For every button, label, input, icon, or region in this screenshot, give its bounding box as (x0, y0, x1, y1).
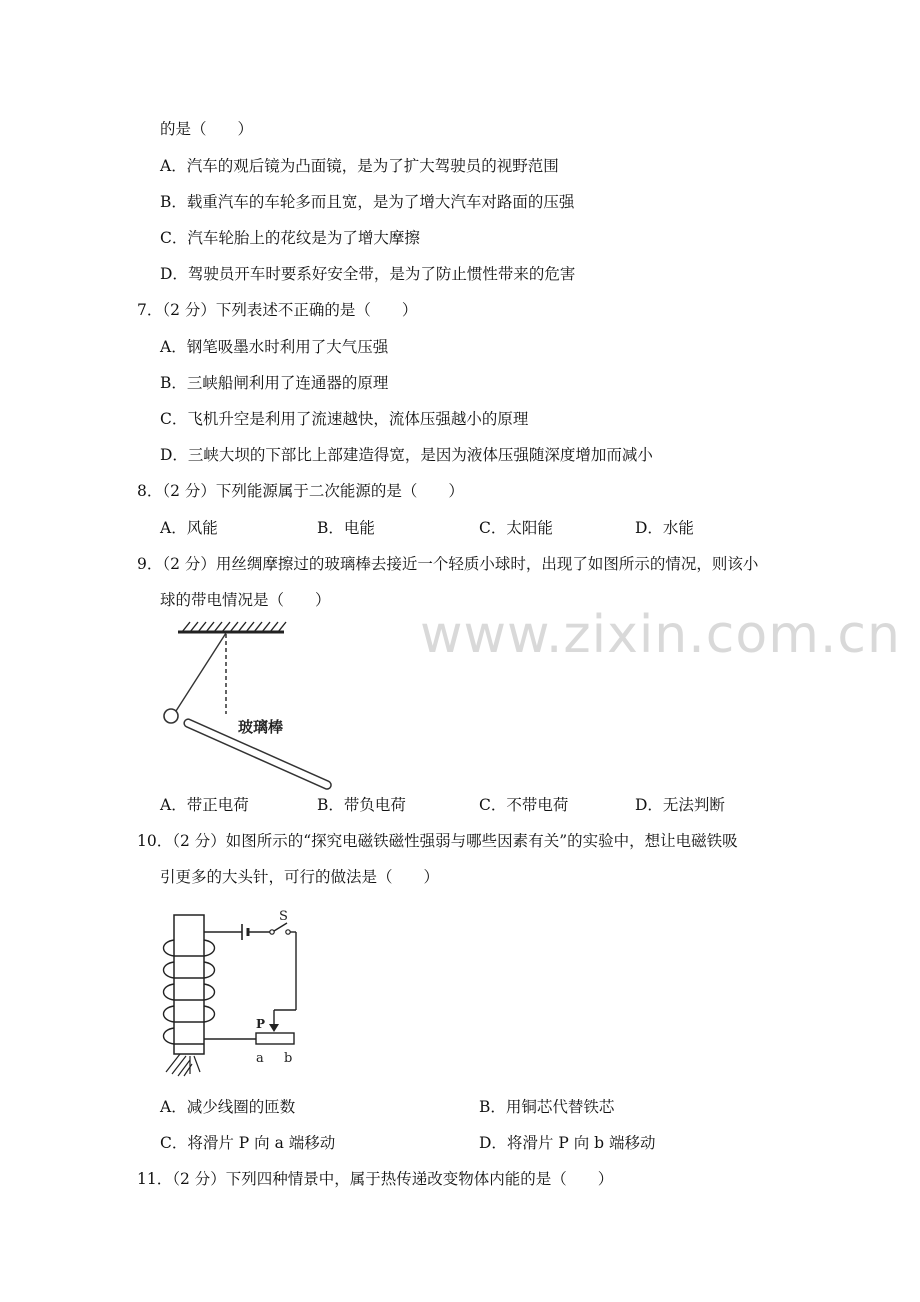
q7-option-b: B．三峡船闸利用了连通器的原理 (160, 374, 389, 392)
q9-figure-pendulum (160, 620, 330, 780)
q7-option-c: C．飞机升空是利用了流速越快，流体压强越小的原理 (160, 410, 529, 428)
q7-option-d: D．三峡大坝的下部比上部建造得宽，是因为液体压强随深度增加而减小 (160, 446, 653, 464)
q6-stem-tail: 的是（ ） (160, 120, 254, 138)
q9-option-d: D．无法判断 (635, 796, 725, 814)
q9-figure-label: 玻璃棒 (238, 718, 284, 736)
q11-stem: 11．（2 分）下列四种情景中，属于热传递改变物体内能的是（ ） (137, 1170, 614, 1188)
q8-option-c: C．太阳能 (479, 519, 553, 537)
q10-label-switch: S (279, 909, 288, 924)
q8-stem: 8．（2 分）下列能源属于二次能源的是（ ） (137, 482, 464, 500)
q10-label-slider: P (256, 1017, 266, 1031)
q10-stem-line2: 引更多的大头针，可行的做法是（ ） (160, 868, 440, 886)
q10-option-d: D．将滑片 P 向 b 端移动 (479, 1134, 656, 1152)
q7-stem: 7．（2 分）下列表述不正确的是（ ） (137, 301, 418, 319)
q6-option-d: D．驾驶员开车时要系好安全带，是为了防止惯性带来的危害 (160, 265, 576, 283)
q6-option-c: C．汽车轮胎上的花纹是为了增大摩擦 (160, 229, 420, 247)
q9-stem-line1: 9．（2 分）用丝绸摩擦过的玻璃棒去接近一个轻质小球时，出现了如图所示的情况，则该小 (137, 555, 759, 573)
watermark: www.zixin.com.cn (420, 605, 901, 665)
q10-figure-electromagnet-circuit (160, 900, 310, 1080)
q10-option-b: B．用铜芯代替铁芯 (479, 1098, 615, 1116)
q9-option-b: B．带负电荷 (317, 796, 406, 814)
q8-option-b: B．电能 (317, 519, 375, 537)
q10-option-a: A．减少线圈的匝数 (160, 1098, 296, 1116)
q9-option-c: C．不带电荷 (479, 796, 569, 814)
q8-option-d: D．水能 (635, 519, 694, 537)
q9-stem-line2: 球的带电情况是（ ） (160, 591, 331, 609)
q10-label-end-b: b (284, 1051, 293, 1066)
q10-label-end-a: a (256, 1051, 264, 1066)
q10-stem-line1: 10．（2 分）如图所示的“探究电磁铁磁性强弱与哪些因素有关”的实验中，想让电磁铁吸 (137, 832, 738, 850)
q6-option-b: B．载重汽车的车轮多而且宽，是为了增大汽车对路面的压强 (160, 193, 575, 211)
q7-option-a: A．钢笔吸墨水时利用了大气压强 (160, 338, 389, 356)
q8-option-a: A．风能 (160, 519, 218, 537)
q10-option-c: C．将滑片 P 向 a 端移动 (160, 1134, 336, 1152)
q6-option-a: A．汽车的观后镜为凸面镜，是为了扩大驾驶员的视野范围 (160, 157, 559, 175)
q9-option-a: A．带正电荷 (160, 796, 249, 814)
